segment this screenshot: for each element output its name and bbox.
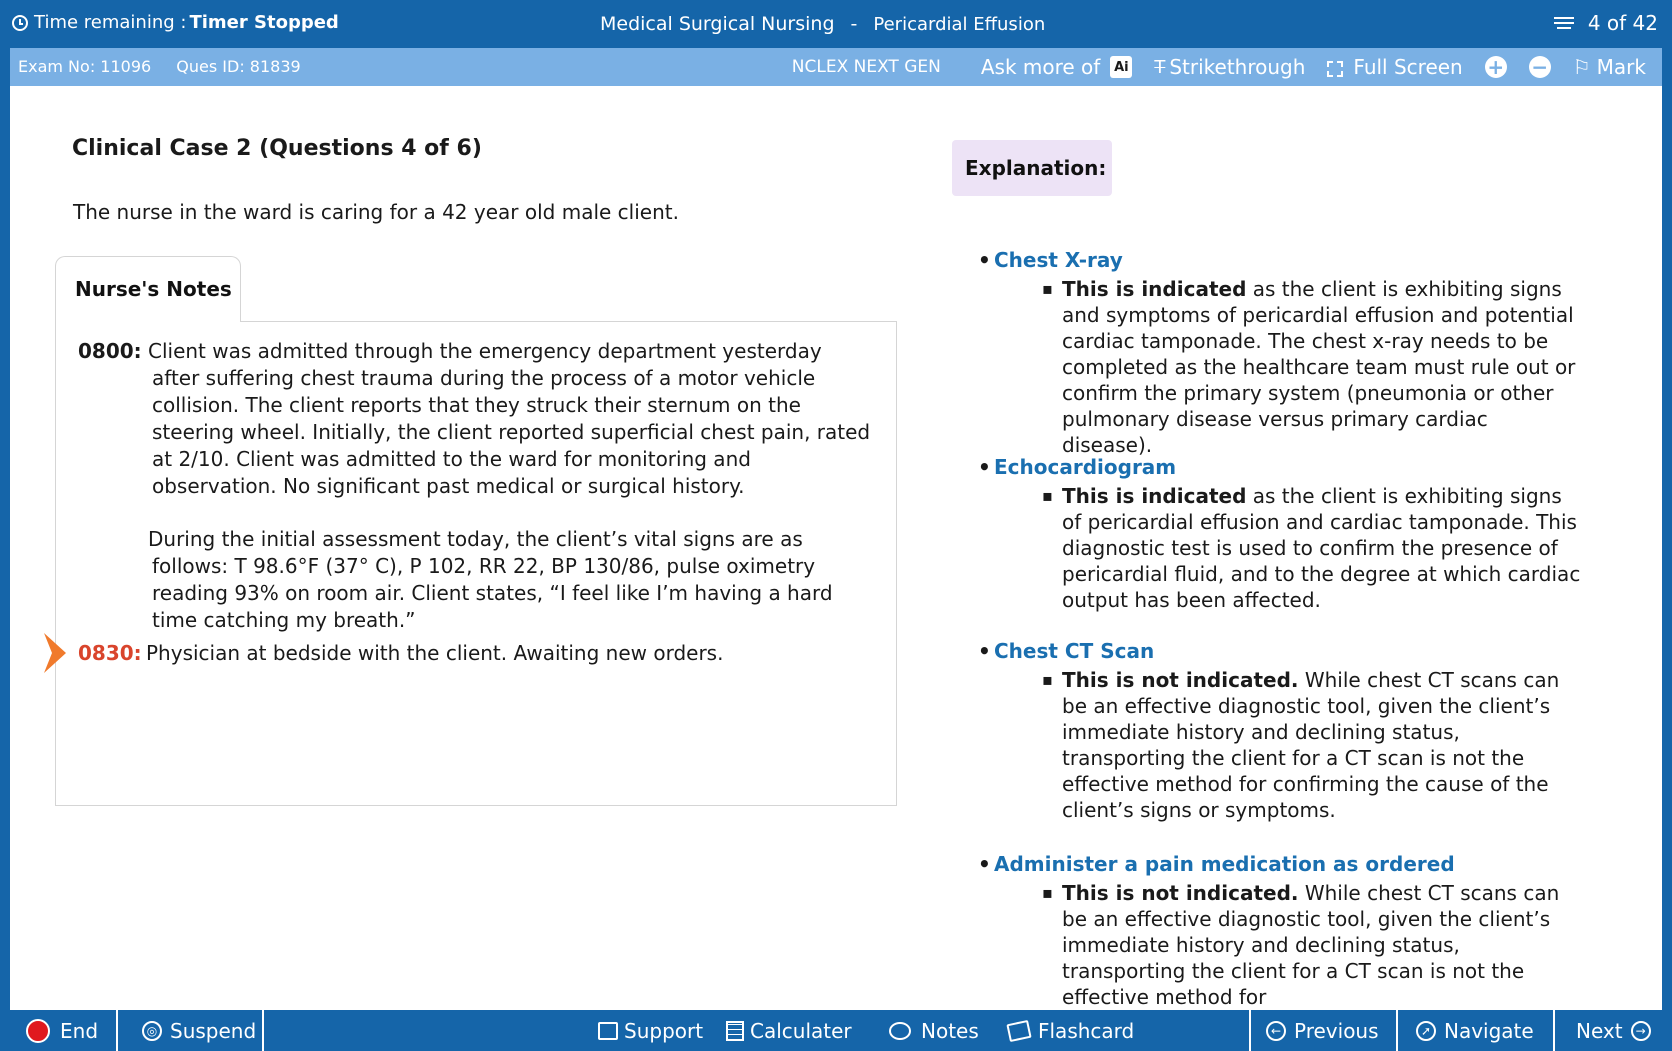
toolbar-tools	[792, 48, 1662, 86]
timer-label: Time remaining :	[34, 12, 187, 33]
explanation-item-title: • Administer a pain medication as ordered	[978, 852, 1598, 876]
explanation-item	[978, 248, 1598, 458]
note-paragraph: During the initial assessment today, the client’s vital signs are as follows: T 98.6°F (37° C), P 102, RR 22, BP 130/86, pulse oximetry reading 93% on room air. Client states, “I feel like I’m having a hard time catching my breath.”	[148, 527, 833, 632]
question-list-icon[interactable]	[1554, 15, 1574, 31]
full-screen-button[interactable]	[1327, 55, 1462, 79]
top-bar	[0, 0, 1672, 48]
main-content	[10, 86, 1662, 1010]
title-separator: -	[850, 13, 858, 35]
navigate-button[interactable]	[1416, 1010, 1534, 1051]
end-button[interactable]	[26, 1010, 98, 1051]
explanation-detail: While chest CT scans can be an effective diagnostic tool, given the client’s immediate history and declining status, transporting the client for a CT scan is not the effective method for	[1062, 881, 1560, 1009]
ai-icon: Ai	[1110, 56, 1132, 78]
subject-title: Medical Surgical Nursing	[600, 13, 835, 35]
timer-value: Timer Stopped	[189, 12, 339, 33]
case-title	[72, 136, 482, 161]
explanation-item-body	[1062, 667, 1582, 823]
notes-button[interactable]	[889, 1010, 979, 1051]
divider	[1249, 1010, 1251, 1051]
note-time: 0830:	[78, 641, 142, 665]
explanation-verdict: This is not indicated.	[1062, 881, 1299, 905]
explanation-verdict: This is not indicated.	[1062, 668, 1299, 692]
case-question-count: (Questions 4 of 6)	[259, 136, 482, 161]
ask-ai-label: Ask more of	[980, 55, 1101, 79]
explanation-verdict: This is indicated	[1062, 277, 1247, 301]
support-button[interactable]	[598, 1010, 703, 1051]
calculator-button[interactable]	[726, 1010, 852, 1051]
explanation-item-body	[1062, 483, 1582, 613]
suspend-label: Suspend	[170, 1018, 257, 1043]
divider	[262, 1010, 264, 1051]
calculator-label: Calculater	[750, 1018, 852, 1043]
explanation-item-title: • Chest X-ray	[978, 248, 1598, 272]
explanation-item	[978, 852, 1598, 1010]
previous-label: Previous	[1294, 1018, 1379, 1043]
question-counter-text: 4 of 42	[1587, 11, 1658, 35]
next-button[interactable]	[1576, 1010, 1651, 1051]
exam-title	[600, 13, 1045, 35]
previous-button[interactable]	[1266, 1010, 1379, 1051]
divider	[116, 1010, 118, 1051]
full-screen-icon	[1327, 61, 1343, 77]
topic-title: Pericardial Effusion	[873, 14, 1046, 35]
note-time: 0800:	[78, 339, 142, 363]
notes-label: Notes	[921, 1018, 979, 1043]
question-counter[interactable]	[1554, 11, 1658, 35]
speech-bubble-icon	[889, 1022, 911, 1040]
exam-meta	[18, 57, 301, 76]
bottom-bar	[0, 1010, 1672, 1051]
flag-icon: ⚐	[1572, 55, 1591, 79]
support-icon	[598, 1022, 618, 1040]
explanation-header: Explanation:	[952, 140, 1112, 196]
question-id: Ques ID: 81839	[176, 57, 301, 76]
current-entry-arrow-icon	[42, 633, 66, 673]
pause-icon: ◎	[142, 1021, 162, 1041]
calculator-icon	[726, 1021, 744, 1041]
note-paragraph: Client was admitted through the emergency department yesterday after suffering chest trauma during the process of a motor vehicle collision. The client reports that they struck their sternum on the steering wheel. Initially, the client reported superficial chest pain, rated at 2/10. Client was admitted to the ward for monitoring and observation. No significant past medical or surgical history.	[148, 339, 871, 498]
explanation-detail: While chest CT scans can be an effective diagnostic tool, given the client’s immediate history and declining status, transporting the client for a CT scan is not the effective method for confirming the cause of the client’s signs or symptoms.	[1062, 668, 1560, 822]
suspend-button[interactable]	[142, 1010, 256, 1051]
zoom-out-button[interactable]	[1529, 56, 1551, 78]
strikethrough-icon: T	[1154, 56, 1166, 78]
nclex-label: NCLEX NEXT GEN	[791, 57, 941, 77]
explanation-item-title: • Chest CT Scan	[978, 639, 1598, 663]
explanation-item-body	[1062, 276, 1582, 458]
mark-button[interactable]	[1573, 55, 1646, 79]
next-label: Next	[1576, 1018, 1623, 1043]
ask-ai-button[interactable]	[981, 55, 1132, 79]
toolbar	[10, 48, 1662, 86]
flashcard-label: Flashcard	[1038, 1018, 1135, 1043]
minus-icon: −	[1529, 56, 1551, 78]
support-label: Support	[624, 1018, 704, 1043]
full-screen-label: Full Screen	[1353, 55, 1463, 79]
divider	[1396, 1010, 1398, 1051]
explanation-detail: as the client is exhibiting signs of pericardial effusion and cardiac tamponade. This diagnostic test is used to confirm the presence of pericardial fluid, and to the degree at which cardiac output has been affected.	[1062, 484, 1581, 612]
strikethrough-label: Strikethrough	[1169, 55, 1306, 79]
case-title-text: Clinical Case 2	[72, 136, 252, 161]
nurses-notes-panel	[55, 321, 897, 806]
zoom-in-button[interactable]	[1485, 56, 1507, 78]
explanation-item	[978, 455, 1598, 613]
flashcard-icon	[1006, 1019, 1031, 1041]
end-label: End	[60, 1018, 99, 1043]
timer	[12, 12, 339, 33]
strikethrough-button[interactable]	[1154, 55, 1305, 79]
explanation-verdict: This is indicated	[1062, 484, 1247, 508]
explanation-item-title: • Echocardiogram	[978, 455, 1598, 479]
note-text	[146, 640, 870, 667]
arrow-right-icon: →	[1631, 1021, 1651, 1041]
flashcard-button[interactable]	[1008, 1010, 1134, 1051]
compass-icon: ➚	[1416, 1021, 1436, 1041]
mark-label: Mark	[1596, 55, 1646, 79]
navigate-label: Navigate	[1444, 1018, 1534, 1043]
case-intro: The nurse in the ward is caring for a 42 year old male client.	[73, 200, 679, 224]
explanation-item-body	[1062, 880, 1582, 1010]
clock-icon	[12, 15, 28, 31]
note-text	[148, 338, 872, 634]
explanation-detail: as the client is exhibiting signs and symptoms of pericardial effusion and potential cardiac tamponade. The chest x-ray needs to be completed as the healthcare team must rule out or confirm the primary system (pneumonia or other pulmonary disease versus primary cardiac disease).	[1062, 277, 1576, 457]
explanation-item	[978, 639, 1598, 823]
stop-icon	[26, 1019, 50, 1043]
tab-nurses-notes[interactable]: Nurse's Notes	[55, 256, 241, 322]
note-paragraph: Physician at bedside with the client. Awaiting new orders.	[146, 641, 724, 665]
arrow-left-icon: ←	[1266, 1021, 1286, 1041]
exam-number: Exam No: 11096	[18, 57, 152, 76]
plus-icon: +	[1485, 56, 1507, 78]
divider	[1553, 1010, 1555, 1051]
